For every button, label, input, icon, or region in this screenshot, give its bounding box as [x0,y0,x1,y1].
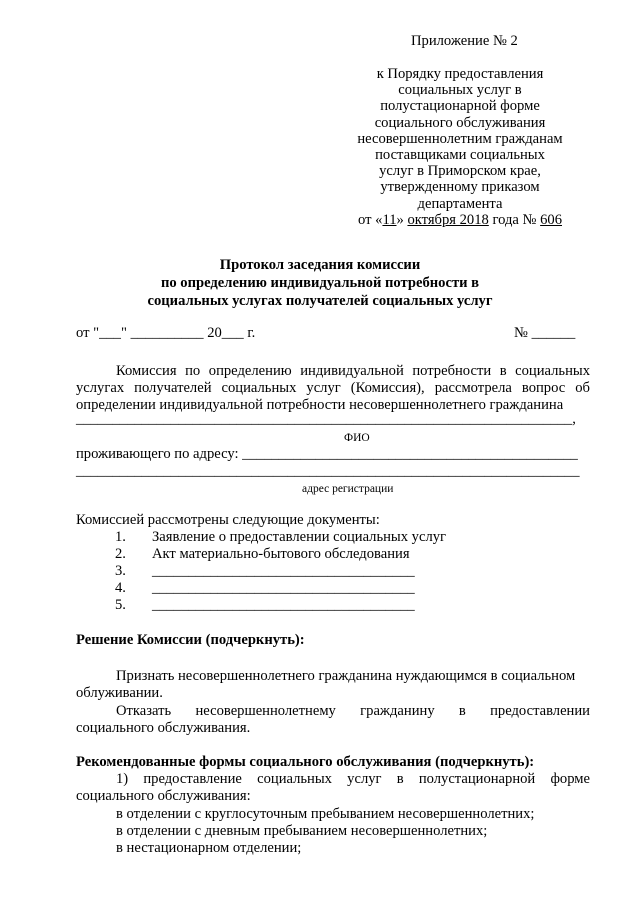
date-suffix: года № [488,211,541,228]
protocol-date-field: от "___" __________ 20___ г. [76,325,256,341]
recommended-subitem: в отделении с дневным пребыванием несовершеннолетних; [116,823,488,839]
appendix-line: департамента [417,195,503,212]
intro-line: определении индивидуальной потребности несовершеннолетнего гражданина [76,397,564,413]
recommended-item-1: 1) предоставление социальных услуг в полустационарной форме [116,771,590,787]
document-number: 1. [115,529,126,545]
intro-line: Комиссия по определению индивидуальной потребности в социальных [116,363,590,379]
decision-option-accept-cont: облуживании. [76,685,163,701]
intro-line: услугах получателей социальных услуг (Комиссия), рассмотрела вопрос об [76,380,590,396]
address-caption: адрес регистрации [302,483,394,495]
order-number: 606 [540,211,562,228]
appendix-number: Приложение № 2 [411,33,518,49]
address-line: проживающего по адресу: ______________________________________________ [76,446,578,462]
protocol-title [60,256,580,310]
fio-blank-line: ____________________________________________________________________, [76,411,576,427]
document-item: ____________________________________ [152,597,415,613]
date-prefix: от « [358,211,383,228]
decision-option-refuse-cont: социального обслуживания. [76,720,251,736]
title-line: по определению индивидуальной потребности в [160,275,480,291]
appendix-line: поставщиками социальных [375,147,545,164]
date-mid: » [396,211,408,228]
document-number: 2. [115,546,126,562]
document-item: Акт материально-бытового обследования [152,546,410,562]
title-line: социальных услугах получателей социальных услуг [147,293,493,309]
appendix-line: услуг в Приморском крае, [379,163,541,180]
documents-heading: Комиссией рассмотрены следующие документы: [76,512,380,528]
document-item: ____________________________________ [152,580,415,596]
document-item: ____________________________________ [152,563,415,579]
appendix-line: социальных услуг в [398,82,522,99]
document-item: Заявление о предоставлении социальных услуг [152,529,447,545]
recommended-heading: Рекомендованные формы социального обслуживания (подчеркнуть): [76,754,535,770]
document-number: 3. [115,563,126,579]
decision-option-refuse: Отказать несовершеннолетнему гражданину в предоставлении [116,703,590,719]
appendix-line: утвержденному приказом [380,179,540,196]
title-line: Протокол заседания комиссии [219,257,421,273]
recommended-subitem: в нестационарном отделении; [116,840,302,856]
date-month-year: октября 2018 [407,211,489,228]
appendix-line: полустационарной форме [380,98,540,115]
address-blank-line: _____________________________________________________________________ [76,463,580,479]
appendix-line: несовершеннолетним гражданам [357,130,563,147]
appendix-reference [330,66,590,228]
decision-heading: Решение Комиссии (подчеркнуть): [76,632,305,648]
document-number: 5. [115,597,126,613]
fio-caption: ФИО [344,432,370,444]
appendix-line: социального обслуживания [374,114,546,131]
recommended-subitem: в отделении с круглосуточным пребыванием несовершеннолетних; [116,806,535,822]
protocol-number-field: № ______ [514,325,576,341]
decision-option-accept: Признать несовершеннолетнего гражданина нуждающимся в социальном [116,668,576,684]
appendix-line: к Порядку предоставления [376,66,544,82]
document-number: 4. [115,580,126,596]
appendix-date-line [330,212,590,228]
recommended-item-1-cont: социального обслуживания: [76,788,251,804]
date-day: 11 [382,211,397,228]
